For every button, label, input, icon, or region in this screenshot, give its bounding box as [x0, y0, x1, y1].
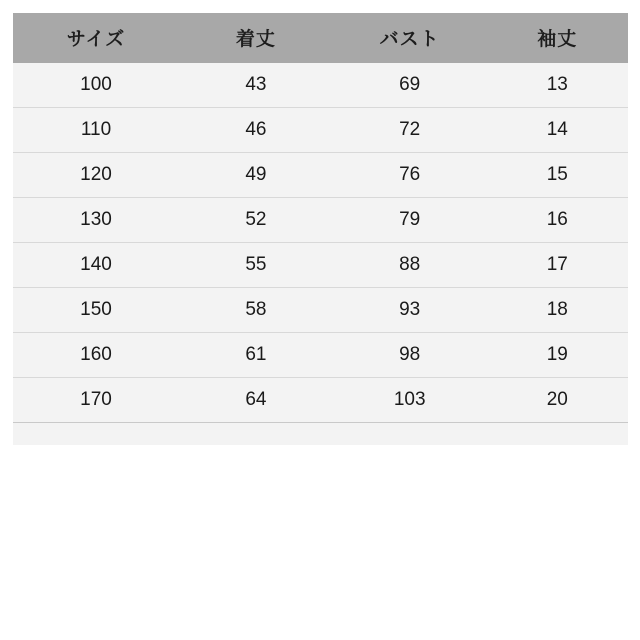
column-header-sleeve: 袖丈: [487, 13, 628, 63]
table-row: [13, 198, 628, 243]
cell-bust: 98: [333, 333, 487, 378]
cell-bust: 76: [333, 153, 487, 198]
column-header-length: 着丈: [179, 13, 333, 63]
table-row: [13, 243, 628, 288]
cell-length: 55: [179, 243, 333, 288]
cell-size: 100: [13, 63, 179, 108]
table-row: [13, 108, 628, 153]
cell-size: 150: [13, 288, 179, 333]
cell-length: 58: [179, 288, 333, 333]
table-header-row: [13, 13, 628, 63]
table-row: [13, 333, 628, 378]
cell-size: 160: [13, 333, 179, 378]
size-chart-table: [13, 13, 628, 423]
cell-size: 110: [13, 108, 179, 153]
cell-size: 170: [13, 378, 179, 423]
cell-length: 64: [179, 378, 333, 423]
table-row: [13, 63, 628, 108]
cell-sleeve: 15: [487, 153, 628, 198]
cell-sleeve: 13: [487, 63, 628, 108]
table-row: [13, 153, 628, 198]
cell-bust: 88: [333, 243, 487, 288]
cell-bust: 69: [333, 63, 487, 108]
cell-length: 46: [179, 108, 333, 153]
size-chart-panel: [13, 13, 628, 445]
cell-sleeve: 16: [487, 198, 628, 243]
cell-bust: 103: [333, 378, 487, 423]
cell-sleeve: 17: [487, 243, 628, 288]
cell-sleeve: 14: [487, 108, 628, 153]
cell-size: 140: [13, 243, 179, 288]
cell-size: 120: [13, 153, 179, 198]
cell-sleeve: 20: [487, 378, 628, 423]
cell-sleeve: 19: [487, 333, 628, 378]
cell-bust: 93: [333, 288, 487, 333]
cell-length: 49: [179, 153, 333, 198]
cell-sleeve: 18: [487, 288, 628, 333]
cell-length: 52: [179, 198, 333, 243]
cell-bust: 79: [333, 198, 487, 243]
table-row: [13, 378, 628, 423]
column-header-size: サイズ: [13, 13, 179, 63]
cell-size: 130: [13, 198, 179, 243]
cell-bust: 72: [333, 108, 487, 153]
table-row: [13, 288, 628, 333]
cell-length: 43: [179, 63, 333, 108]
cell-length: 61: [179, 333, 333, 378]
column-header-bust: バスト: [333, 13, 487, 63]
